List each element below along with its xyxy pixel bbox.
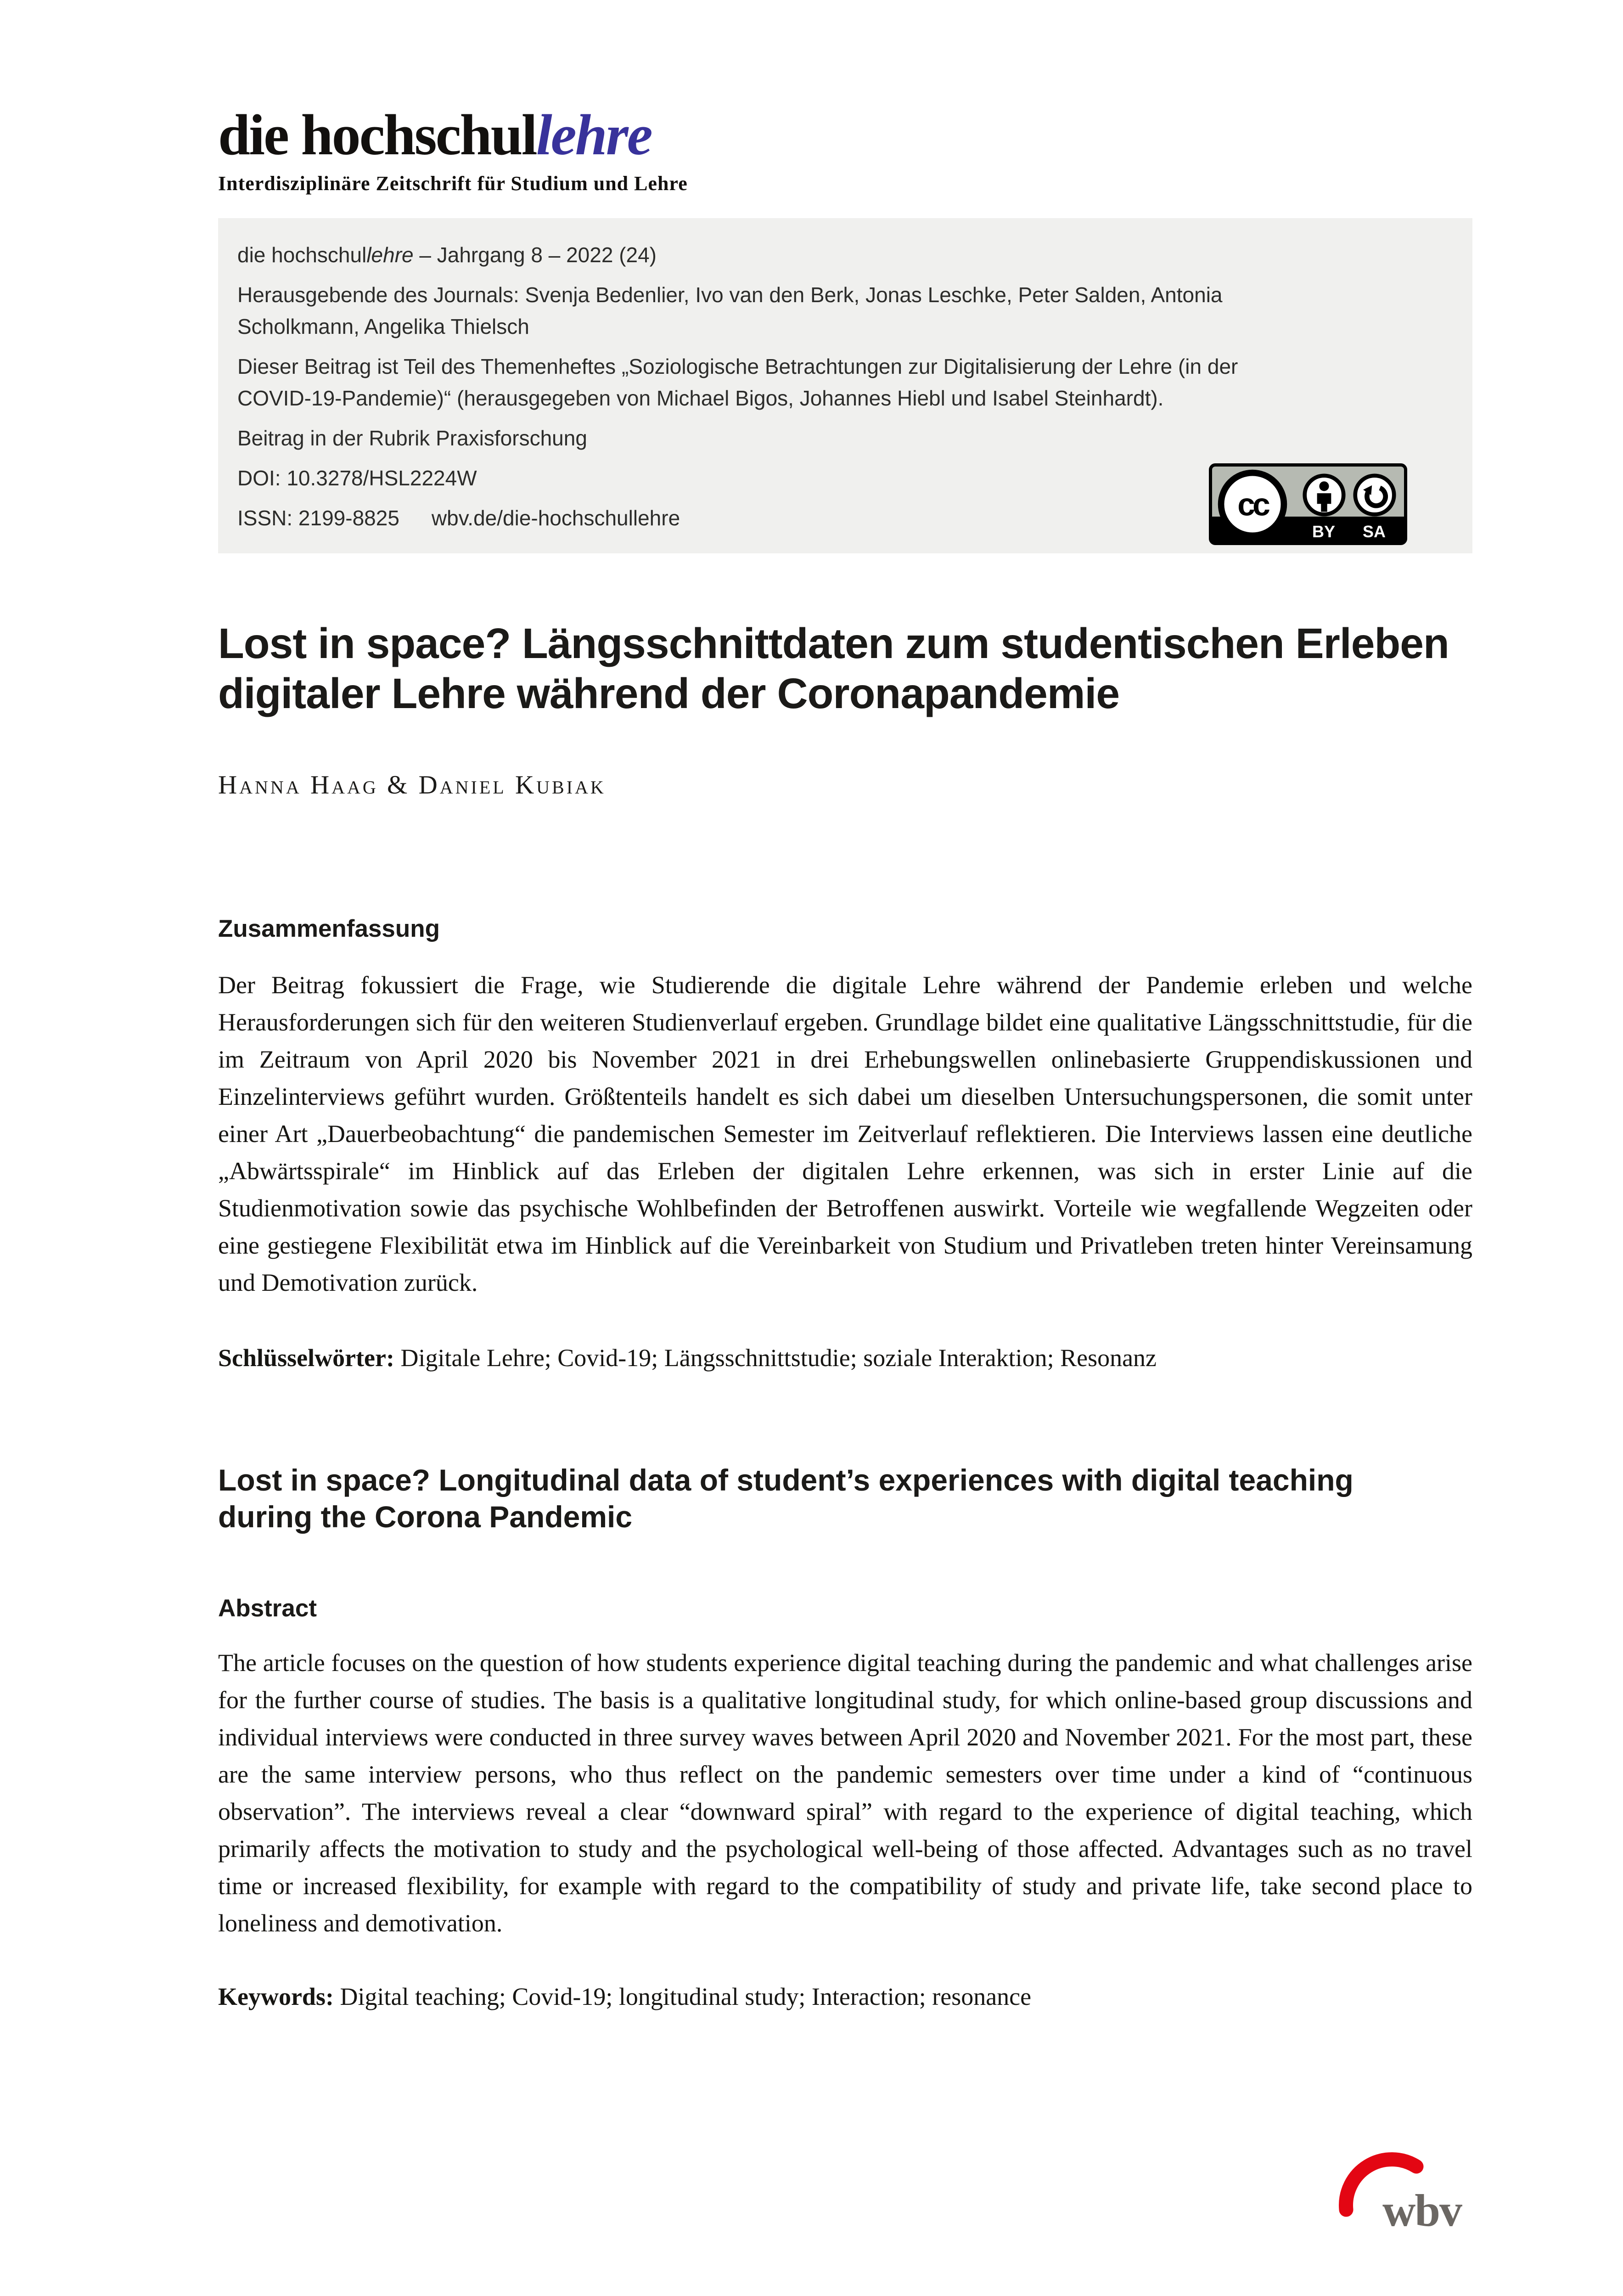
- journal-masthead: [218, 103, 1472, 195]
- keywords-en-list: Digital teaching; Covid-19; longitudinal study; Interaction; resonance: [333, 1982, 1032, 2010]
- journal-issue-line: [237, 239, 1247, 271]
- article-authors: Hanna Haag & Daniel Kubiak: [218, 770, 606, 799]
- wbv-logo-text: wbv: [1382, 2185, 1461, 2236]
- journal-subtitle: Interdisziplinäre Zeitschrift für Studium und Lehre: [218, 172, 688, 195]
- wbv-publisher-logo[interactable]: [1334, 2145, 1461, 2237]
- issn-value: ISSN: 2199-8825: [237, 506, 399, 530]
- cc-by-sa-license-badge[interactable]: [1209, 463, 1407, 545]
- keywords-de-list: Digitale Lehre; Covid-19; Längsschnittstudie; soziale Interaktion; Resonanz: [394, 1344, 1157, 1372]
- journal-url-link[interactable]: wbv.de/die-hochschullehre: [431, 506, 680, 530]
- abstract-en-text: The article focuses on the question of how students experience digital teaching during the pandemic and what challenges arise for the further course of studies. The basis is a qualitative longitudinal study, for which online-based group discussions and individual interviews were conducted in three survey waves between April 2020 and November 2021. For the most part, these are the same interview persons, who thus reflect on the pandemic semesters over time under a kind of “continuous observation”. The interviews reveal a clear “downward spiral” with regard to the experience of digital teaching, which primarily affects the motivation to study and the psychological well-being of those affected. Advantages such as no travel time or increased flexibility, for example with regard to the compatibility of study and private life, take second place to loneliness and demotivation.: [218, 1649, 1472, 1937]
- journal-name-italic: lehre: [366, 243, 414, 267]
- journal-logo-accent: lehre: [536, 103, 651, 167]
- article-title-de: Lost in space? Längsschnittdaten zum studentischen Erleben digitaler Lehre während der Coronapandemie: [218, 619, 1449, 717]
- issue-info: – Jahrgang 8 – 2022 (24): [413, 243, 657, 267]
- cc-icon: [1218, 469, 1287, 539]
- keywords-de-line: [218, 1344, 1472, 1372]
- cc-by-label: BY: [1312, 522, 1335, 541]
- journal-editors-line: Herausgebende des Journals: Svenja Bedenlier, Ivo van den Berk, Jonas Leschke, Peter Salden, Antonia Scholkmann, Angelika Thielsch: [237, 283, 1223, 338]
- rubric-line: Beitrag in der Rubrik Praxisforschung: [237, 426, 587, 450]
- svg-text:cc: cc: [1237, 486, 1268, 523]
- issn-line: [237, 502, 1247, 534]
- abstract-de-heading: Zusammenfassung: [218, 915, 440, 942]
- cc-sa-arrow-icon: [1353, 473, 1397, 517]
- keywords-de-label: Schlüsselwörter:: [218, 1344, 394, 1372]
- cc-by-person-icon: [1302, 473, 1346, 517]
- abstract-en-heading: Abstract: [218, 1594, 317, 1622]
- journal-name-regular: die hochschul: [237, 243, 367, 267]
- journal-logo: [218, 103, 1472, 167]
- journal-logo-main: die hochschul: [218, 103, 536, 167]
- article-metadata-box: [218, 218, 1472, 553]
- keywords-en-line: [218, 1982, 1472, 2011]
- doi-line: DOI: 10.3278/HSL2224W: [237, 466, 477, 490]
- article-title-en: Lost in space? Longitudinal data of student’s experiences with digital teaching during the Corona Pandemic: [218, 1463, 1353, 1534]
- theme-issue-note: Dieser Beitrag ist Teil des Themenheftes „Soziologische Betrachtungen zur Digitalisierung der Lehre (in der COVID-19-Pandemie)“ (herausgegeben von Michael Bigos, Johannes Hiebl und Isabel Steinhardt).: [237, 355, 1238, 410]
- keywords-en-label: Keywords:: [218, 1982, 334, 2010]
- abstract-de-text: Der Beitrag fokussiert die Frage, wie Studierende die digitale Lehre während der Pandemie erleben und welche Herausforderungen sich für den weiteren Studienverlauf ergeben. Grundlage bildet eine qualitative Längsschnittstudie, für die im Zeitraum von April 2020 bis November 2021 in drei Erhebungswellen onlinebasierte Gruppendiskussionen und Einzelinterviews geführt wurden. Größtenteils handelt es sich dabei um dieselben Untersuchungspersonen, die somit unter einer Art „Dauerbeobachtung“ die pandemischen Semester im Zeitverlauf reflektieren. Die Interviews lassen eine deutliche „Abwärtsspirale“ im Hinblick auf das Erleben der digitalen Lehre erkennen, was sich in erster Linie auf die Studienmotivation sowie das psychische Wohlbefinden der Betroffenen auswirkt. Vorteile wie wegfallende Wegzeiten oder eine gestiegene Flexibilität etwa im Hinblick auf die Vereinbarkeit von Studium und Privatleben treten hinter Vereinsamung und Demotivation zurück.: [218, 971, 1472, 1296]
- cc-sa-label: SA: [1362, 522, 1386, 541]
- page-content: [218, 103, 1472, 2011]
